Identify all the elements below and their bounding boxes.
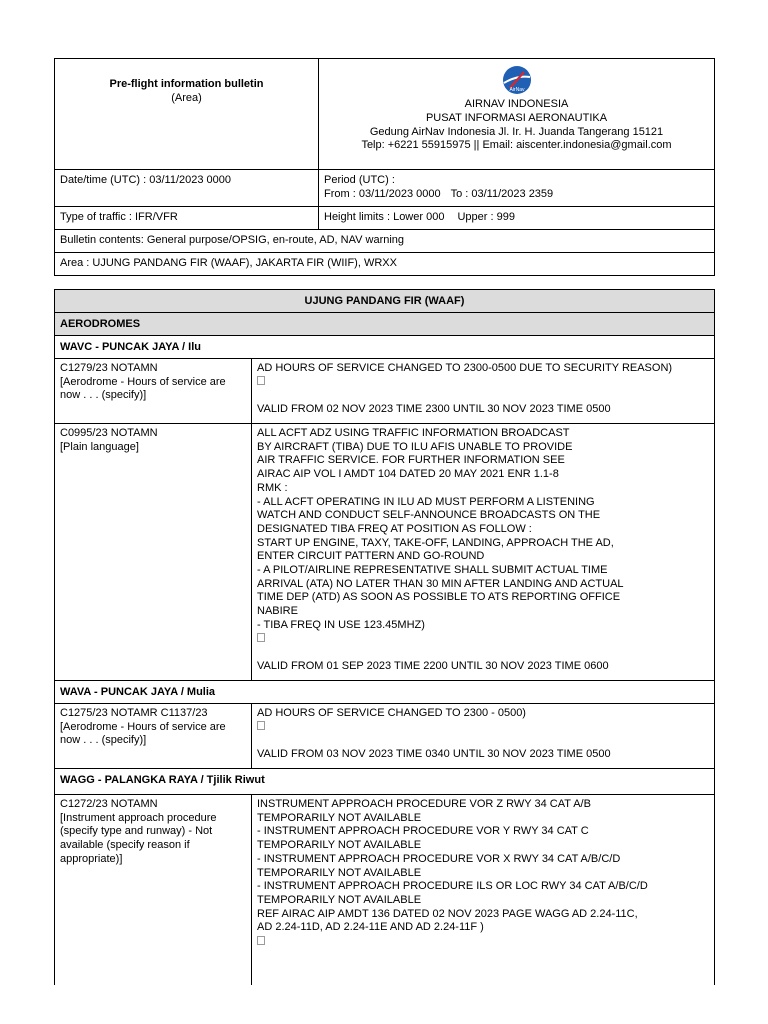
notam-spacer xyxy=(257,389,714,403)
notam-spacer xyxy=(257,646,714,660)
notam-row xyxy=(55,424,715,681)
aerodrome-name: WAVA - PUNCAK JAYA / Mulia xyxy=(60,686,216,698)
notam-id: C1279/23 NOTAMN xyxy=(60,362,158,374)
fir-table xyxy=(54,289,715,985)
notam-id-cell xyxy=(55,795,252,985)
aerodromes-section-title: AERODROMES xyxy=(60,318,141,330)
area-text: Area : UJUNG PANDANG FIR (WAAF), JAKARTA FIR (WIIF), WRXX xyxy=(60,257,397,269)
empty-box-glyph xyxy=(257,721,714,735)
notam-id-cell xyxy=(55,359,252,424)
airnav-logo-icon xyxy=(501,64,533,96)
notam-text-line: - TIBA FREQ IN USE 123.45MHZ) xyxy=(257,618,425,631)
notam-text-line: TIME DEP (ATD) AS SOON AS POSSIBLE TO ATS REPORTING OFFICE xyxy=(257,591,621,604)
notam-validity: VALID FROM 03 NOV 2023 TIME 0340 UNTIL 30 NOV 2023 TIME 0500 xyxy=(257,748,611,761)
notam-text-line: - INSTRUMENT APPROACH PROCEDURE VOR X RWY 34 CAT A/B/C/D xyxy=(257,852,621,865)
notam-id: C1272/23 NOTAMN xyxy=(60,798,158,810)
notam-text-cell xyxy=(252,704,715,769)
period-label: Period (UTC) : xyxy=(324,174,395,186)
notam-desc-line: now . . . (specify)] xyxy=(60,389,147,402)
notam-text-line: AIR TRAFFIC SERVICE. FOR FURTHER INFORMATION SEE xyxy=(257,454,565,467)
aerodrome-header-wagg xyxy=(55,769,715,795)
contents-text: Bulletin contents: General purpose/OPSIG, en-route, AD, NAV warning xyxy=(60,234,405,246)
notam-text-line: - INSTRUMENT APPROACH PROCEDURE VOR Y RWY 34 CAT C xyxy=(257,825,589,838)
notam-validity: VALID FROM 02 NOV 2023 TIME 2300 UNTIL 30 NOV 2023 TIME 0500 xyxy=(257,403,611,416)
notam-text-line: TEMPORARILY NOT AVAILABLE xyxy=(257,839,422,852)
aerodrome-header-wava xyxy=(55,681,715,704)
notam-text-line: ALL ACFT ADZ USING TRAFFIC INFORMATION BROADCAST xyxy=(257,427,570,439)
traffic-text: Type of traffic : IFR/VFR xyxy=(60,211,178,223)
notam-text-cell xyxy=(252,359,715,424)
traffic-cell xyxy=(55,207,319,230)
notam-desc-line: [Aerodrome - Hours of service are xyxy=(60,375,226,388)
notam-desc-line: available (specify reason if xyxy=(60,839,190,852)
period-from: From : 03/11/2023 0000 xyxy=(324,187,441,200)
notam-id: C0995/23 NOTAMN xyxy=(60,427,158,439)
notam-text-line: INSTRUMENT APPROACH PROCEDURE VOR Z RWY 34 CAT A/B xyxy=(257,798,591,810)
aerodrome-header-wavc xyxy=(55,336,715,359)
airnav-logo xyxy=(501,64,533,96)
aerodrome-name: WAGG - PALANGKA RAYA / Tjilik Riwut xyxy=(60,774,265,786)
datetime-text: Date/time (UTC) : 03/11/2023 0000 xyxy=(60,174,231,186)
notam-text-line: AD 2.24-11D, AD 2.24-11E AND AD 2.24-11F ) xyxy=(257,921,484,934)
notam-spacer xyxy=(257,734,714,748)
area-cell xyxy=(55,253,715,276)
notam-desc-line: [Plain language] xyxy=(60,440,139,453)
notam-validity: VALID FROM 01 SEP 2023 TIME 2200 UNTIL 30 NOV 2023 TIME 0600 xyxy=(257,659,609,672)
notam-text-line: NABIRE xyxy=(257,605,298,618)
contents-cell xyxy=(55,230,715,253)
org-address: Gedung AirNav Indonesia Jl. Ir. H. Juanda Tangerang 15121 xyxy=(369,125,664,138)
org-name: AIRNAV INDONESIA xyxy=(464,98,569,110)
org-contact: Telp: +6221 55915975 || Email: aiscenter.indonesia@gmail.com xyxy=(361,139,672,152)
notam-desc-line: appropriate)] xyxy=(60,852,123,865)
height-cell xyxy=(319,207,715,230)
notam-text-line: TEMPORARILY NOT AVAILABLE xyxy=(257,893,422,906)
bulletin-header-table xyxy=(54,58,715,276)
notam-id-cell xyxy=(55,704,252,769)
notam-row xyxy=(55,795,715,985)
aerodrome-name: WAVC - PUNCAK JAYA / Ilu xyxy=(60,341,201,353)
notam-text-line: ARRIVAL (ATA) NO LATER THAN 30 MIN AFTER LANDING AND ACTUAL xyxy=(257,577,624,590)
fir-title: UJUNG PANDANG FIR (WAAF) xyxy=(304,295,465,307)
org-dept: PUSAT INFORMASI AERONAUTIKA xyxy=(425,111,608,124)
notam-text-cell xyxy=(252,424,715,681)
period-to: To : 03/11/2023 2359 xyxy=(450,187,554,200)
notam-desc-line: now . . . (specify)] xyxy=(60,734,147,747)
logo-text: AirNav xyxy=(508,87,525,93)
bulletin-title: Pre-flight information bulletin xyxy=(109,78,264,90)
empty-box-glyph xyxy=(257,376,714,390)
notam-text-cell xyxy=(252,795,715,985)
notam-text-line: TEMPORARILY NOT AVAILABLE xyxy=(257,811,422,824)
notam-text-line: AIRAC AIP VOL I AMDT 104 DATED 20 MAY 2021 ENR 1.1-8 xyxy=(257,468,559,481)
notam-text-line: - A PILOT/AIRLINE REPRESENTATIVE SHALL SUBMIT ACTUAL TIME xyxy=(257,564,608,577)
notam-text-line: REF AIRAC AIP AMDT 136 DATED 02 NOV 2023 PAGE WAGG AD 2.24-11C, xyxy=(257,907,638,920)
notam-text-line: AD HOURS OF SERVICE CHANGED TO 2300-0500 DUE TO SECURITY REASON) xyxy=(257,362,673,374)
notam-text-line: AD HOURS OF SERVICE CHANGED TO 2300 - 0500) xyxy=(257,707,526,719)
bulletin-title-cell xyxy=(55,59,319,170)
notam-id-cell xyxy=(55,424,252,681)
period-cell xyxy=(319,170,715,207)
height-upper: Upper : 999 xyxy=(457,211,515,223)
empty-box-glyph xyxy=(257,633,714,647)
datetime-cell xyxy=(55,170,319,207)
notam-text-line: ENTER CIRCUIT PATTERN AND GO-ROUND xyxy=(257,550,485,563)
notam-row xyxy=(55,704,715,769)
aerodromes-section-cell xyxy=(55,313,715,336)
notam-text-line: START UP ENGINE, TAXY, TAKE-OFF, LANDING, APPROACH THE AD, xyxy=(257,536,614,549)
notam-desc-line: (specify type and runway) - Not xyxy=(60,825,213,838)
notam-text-line: WATCH AND CONDUCT SELF-ANNOUNCE BROADCASTS ON THE xyxy=(257,509,601,522)
notam-text-line: DESIGNATED TIBA FREQ AT POSITION AS FOLLOW : xyxy=(257,522,532,535)
bulletin-subtitle: (Area) xyxy=(171,91,202,104)
notam-text-line: - INSTRUMENT APPROACH PROCEDURE ILS OR LOC RWY 34 CAT A/B/C/D xyxy=(257,880,648,893)
org-info-cell xyxy=(319,59,715,170)
notam-text-line: - ALL ACFT OPERATING IN ILU AD MUST PERFORM A LISTENING xyxy=(257,495,595,508)
notam-text-line: TEMPORARILY NOT AVAILABLE xyxy=(257,866,422,879)
notam-text-line: RMK : xyxy=(257,481,288,494)
fir-title-cell xyxy=(55,290,715,313)
notam-desc-line: [Aerodrome - Hours of service are xyxy=(60,720,226,733)
notam-desc-line: [Instrument approach procedure xyxy=(60,811,217,824)
notam-id: C1275/23 NOTAMR C1137/23 xyxy=(60,707,208,719)
notam-row xyxy=(55,359,715,424)
height-lower: Height limits : Lower 000 xyxy=(324,211,445,223)
empty-box-glyph xyxy=(257,935,714,949)
notam-text-line: BY AIRCRAFT (TIBA) DUE TO ILU AFIS UNABLE TO PROVIDE xyxy=(257,440,573,453)
